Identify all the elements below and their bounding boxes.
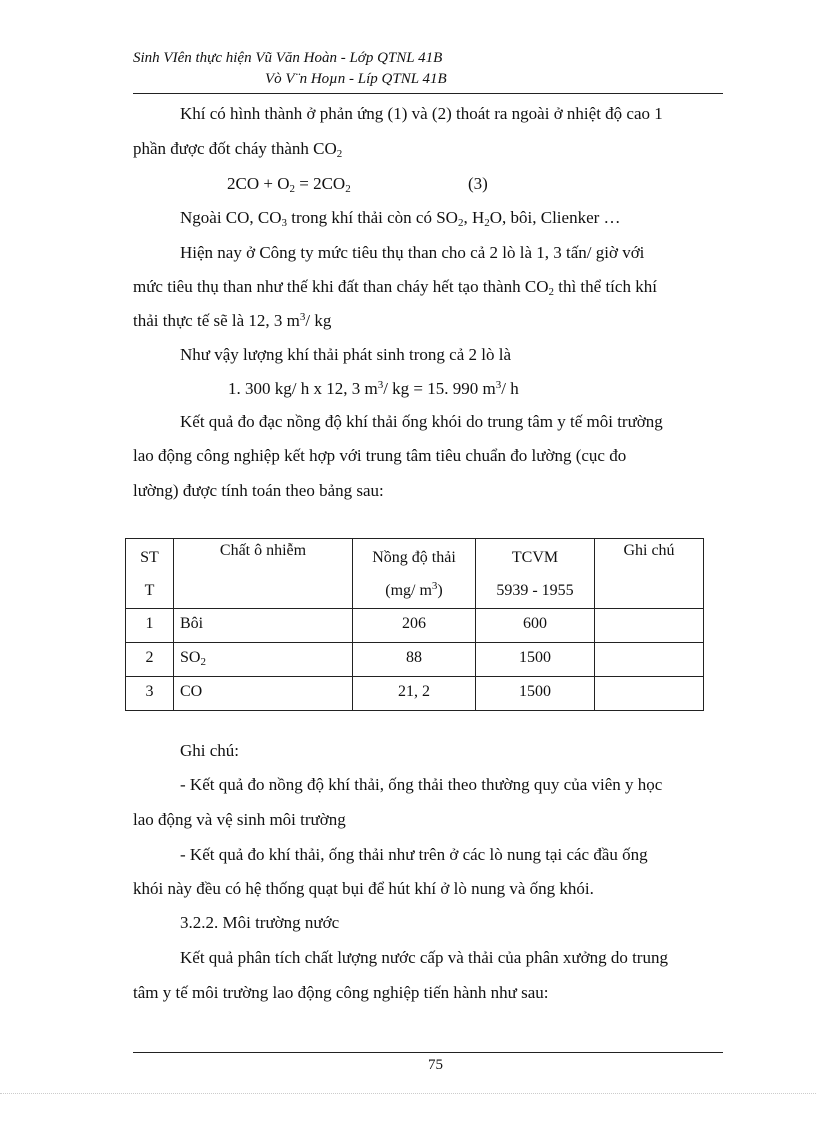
note-1-line-1: - Kết quả đo nồng độ khí thải, ống thải theo thường quy của viên y học [180, 775, 663, 794]
row-pollutant: $SO_2$ [174, 643, 353, 677]
row-stt: 3 [126, 677, 174, 711]
paragraph-3-line-2: mức tiêu thụ than như thế khi đất than cháy hết tạo thành $CO_2$ thì thể tích khí [133, 277, 657, 298]
equation-number: (3) [468, 174, 488, 193]
calculation-line: 1. 300 kg/ h x 12, 3 $m^3/$ kg = 15. 990 $m^3/$ h [228, 379, 519, 398]
page-edge-dotted-line [0, 1093, 816, 1094]
footer-rule [133, 1052, 723, 1053]
row-tcvm: 1500 [476, 677, 595, 711]
paragraph-4: Như vậy lượng khí thải phát sinh trong cả 2 lò là [180, 345, 512, 364]
table-row [126, 643, 704, 677]
section-heading: 3.2.2. Môi trường nước [180, 913, 340, 932]
paragraph-6-line-3: lường) được tính toán theo bảng sau: [133, 481, 384, 500]
row-note [595, 643, 704, 677]
row-note [595, 609, 704, 643]
header-pollutant: Chất ô nhiễm [174, 539, 353, 609]
table-row [126, 677, 704, 711]
page-number: 75 [428, 1057, 443, 1073]
row-pollutant: CO [174, 677, 353, 711]
row-stt: 2 [126, 643, 174, 677]
header-line-1: Sinh VIên thực hiện Vũ Văn Hoàn - Lớp QTNL 41B [133, 50, 443, 66]
header-concentration: Nồng độ thải (mg/ $m^3$) [353, 539, 476, 609]
row-concentration: 206 [353, 609, 476, 643]
paragraph-7-line-1: Kết quả phân tích chất lượng nước cấp và thải của phân xưởng do trung [180, 948, 668, 967]
paragraph-2: Ngoài CO, $CO_3$ trong khí thải còn có $SO_2$, $H_2O$, bôi, Clienker … [180, 208, 621, 229]
note-1-line-2: lao động và vệ sinh môi trường [133, 810, 346, 829]
emission-table [125, 538, 704, 711]
table-header-row [126, 539, 704, 609]
header-rule [133, 93, 723, 94]
paragraph-6-line-1: Kết quả đo đạc nồng độ khí thải ống khói do trung tâm y tế môi trường [180, 412, 663, 431]
paragraph-3-line-3: thải thực tế sẽ là 12, 3 $m^3/$ kg [133, 311, 332, 330]
row-note [595, 677, 704, 711]
header-stt: ST T [126, 539, 174, 609]
paragraph-6-line-2: lao động công nghiệp kết hợp với trung tâm tiêu chuẩn đo lường (cục đo [133, 446, 627, 465]
header-tcvm: TCVM 5939 - 1955 [476, 539, 595, 609]
paragraph-7-line-2: tâm y tế môi trường lao động công nghiệp tiến hành như sau: [133, 983, 549, 1002]
table-row [126, 609, 704, 643]
note-2-line-2: khói này đều có hệ thống quạt bụi để hút khí ở lò nung và ống khói. [133, 879, 594, 898]
note-2-line-1: - Kết quả đo khí thải, ống thải như trên ở các lò nung tại các đầu ống [180, 845, 648, 864]
header-line-2: Vò V¨n Hoµn - Líp QTNL 41B [265, 71, 447, 87]
row-pollutant: Bôi [174, 609, 353, 643]
row-tcvm: 600 [476, 609, 595, 643]
row-stt: 1 [126, 609, 174, 643]
header-note: Ghi chú [595, 539, 704, 609]
notes-title: Ghi chú: [180, 741, 240, 760]
paragraph-1-line-2: phần được đốt cháy thành $CO_2$ [133, 139, 343, 160]
row-tcvm: 1500 [476, 643, 595, 677]
row-concentration: 88 [353, 643, 476, 677]
paragraph-1-line-1: Khí có hình thành ở phản ứng (1) và (2) thoát ra ngoài ở nhiệt độ cao 1 [180, 104, 663, 123]
row-concentration: 21, 2 [353, 677, 476, 711]
equation-3: $2CO + O_2 = 2CO_2$ [227, 174, 351, 195]
paragraph-3-line-1: Hiện nay ở Công ty mức tiêu thụ than cho cả 2 lò là 1, 3 tấn/ giờ với [180, 243, 645, 262]
